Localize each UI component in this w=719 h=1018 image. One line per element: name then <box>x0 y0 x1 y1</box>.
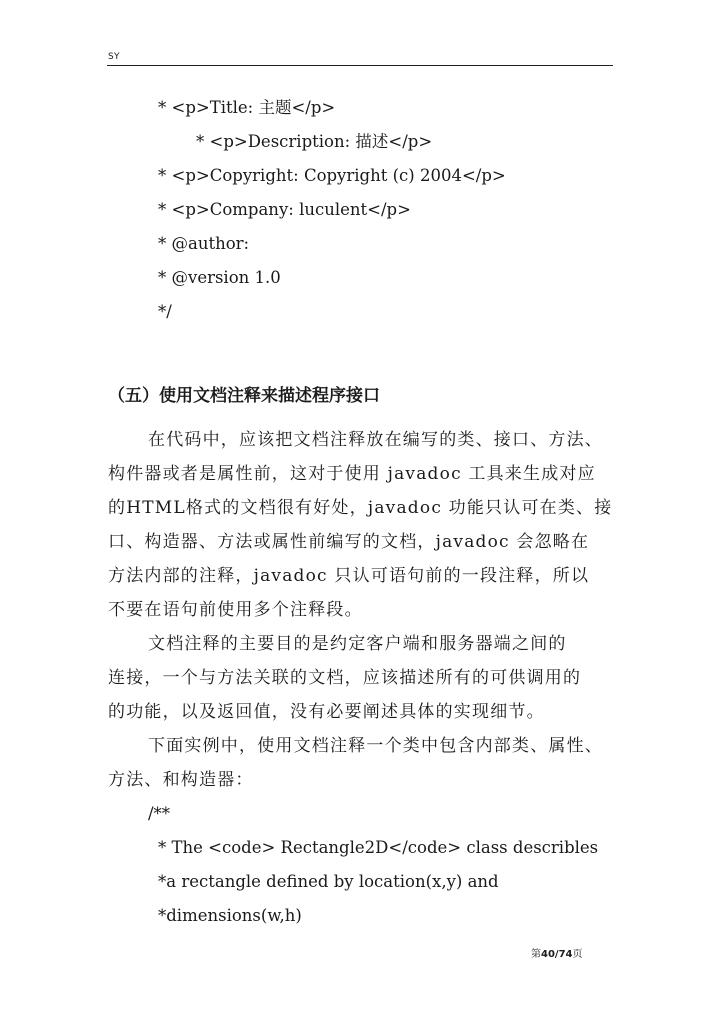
paragraph-line: 在代码中，应该把文档注释放在编写的类、接口、方法、 <box>148 430 603 450</box>
header-divider <box>107 65 613 66</box>
page-number-prefix: 第 <box>531 949 541 960</box>
code-line: */ <box>158 302 172 321</box>
paragraph-line: 的HTML格式的文档很有好处，javadoc 功能只认可在类、接 <box>108 498 613 518</box>
paragraph-line: 文档注释的主要目的是约定客户端和服务器端之间的 <box>148 634 567 654</box>
code-line: * @version 1.0 <box>158 268 281 287</box>
code-line: * <p>Company: luculent</p> <box>158 200 411 219</box>
code-line: * <p>Copyright: Copyright (c) 2004</p> <box>158 166 506 185</box>
code-line: * <p>Title: 主题</p> <box>158 98 336 117</box>
page-number-suffix: 页 <box>572 949 583 960</box>
code-line: * The <code> Rectangle2D</code> class describles <box>158 838 599 857</box>
header-label: SY <box>108 52 120 62</box>
section-heading: （五）使用文档注释来描述程序接口 <box>108 386 380 406</box>
paragraph-line: 连接，一个与方法关联的文档，应该描述所有的可供调用的 <box>108 668 582 688</box>
paragraph-line: 构件器或者是属性前，这对于使用 javadoc 工具来生成对应 <box>108 464 596 484</box>
code-line: * @author: <box>158 234 250 253</box>
paragraph-line: 下面实例中，使用文档注释一个类中包含内部类、属性、 <box>148 736 603 756</box>
paragraph-line: 不要在语句前使用多个注释段。 <box>108 600 363 620</box>
paragraph-line: 方法、和构造器： <box>108 770 254 790</box>
code-line: *dimensions(w,h) <box>158 906 302 925</box>
code-line: /** <box>148 804 171 823</box>
paragraph-line: 的功能，以及返回值，没有必要阐述具体的实现细节。 <box>108 702 545 722</box>
paragraph-line: 口、构造器、方法或属性前编写的文档，javadoc 会忽略在 <box>108 532 590 552</box>
code-line: *a rectangle defined by location(x,y) and <box>158 872 499 891</box>
page-number <box>531 945 582 960</box>
code-line: * <p>Description: 描述</p> <box>196 132 433 151</box>
page-number-value: 40/74 <box>541 949 573 960</box>
paragraph-line: 方法内部的注释，javadoc 只认可语句前的一段注释，所以 <box>108 566 590 586</box>
